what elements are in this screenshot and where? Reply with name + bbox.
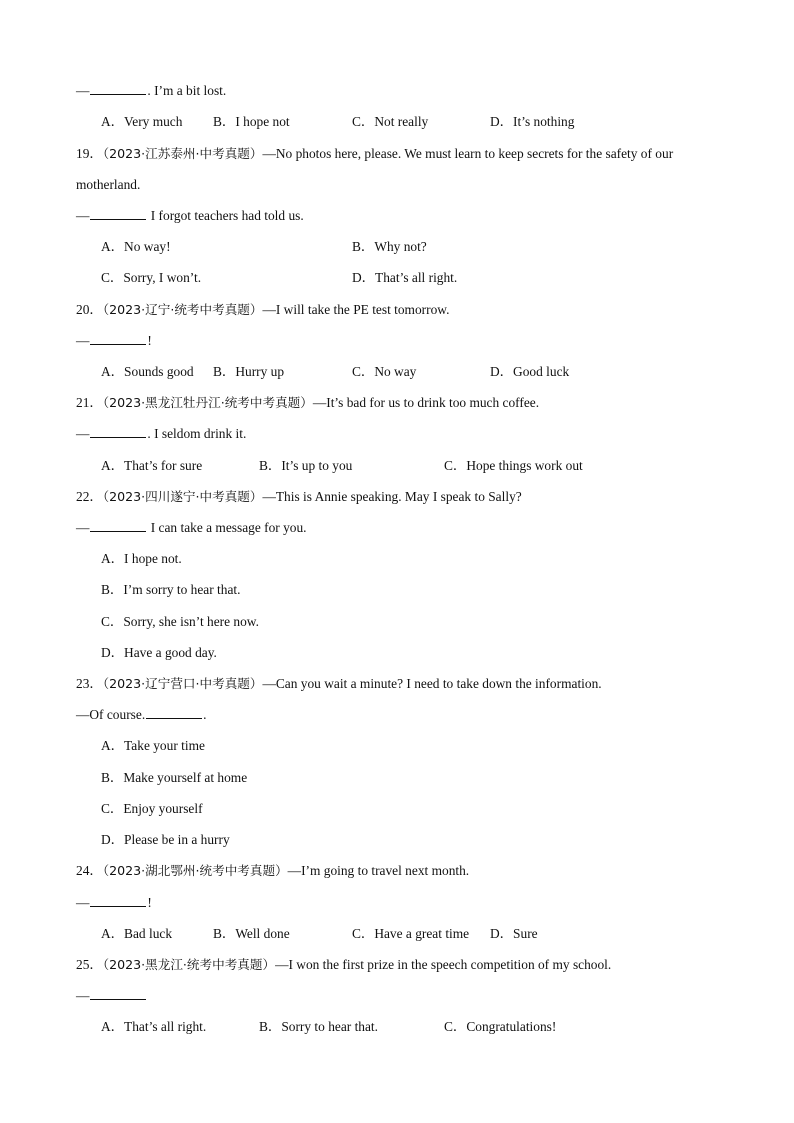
question-prompt: —I’m going to travel next month. (287, 863, 470, 878)
answer-prefix: — (76, 83, 90, 98)
question-prompt: —It’s bad for us to drink too much coffee. (312, 395, 540, 410)
answer-blank (90, 987, 146, 1000)
question-source: （2023·黑龙江牡丹江·统考中考真题） (102, 395, 313, 410)
question-prompt: —I will take the PE test tomorrow. (262, 302, 450, 317)
question-source: （2023·江苏泰州·中考真题） (102, 146, 263, 161)
q24-question (76, 862, 734, 880)
q21-option-c: C．Hope things work out (444, 458, 583, 473)
q25-answer-line (76, 987, 734, 1005)
answer-suffix: . (203, 707, 207, 722)
q19-option-b: B．Why not? (352, 239, 427, 254)
q22-answer-line (76, 519, 734, 537)
answer-blank (90, 894, 146, 907)
q24-answer-line (76, 894, 734, 912)
q25-question (76, 956, 734, 974)
q21-question (76, 394, 734, 412)
q22-option-d: D．Have a good day. (101, 645, 217, 660)
q23-option-a: A．Take your time (101, 738, 205, 753)
q23-question (76, 675, 734, 693)
q23-option-b: B．Make yourself at home (101, 770, 248, 785)
q20-option-d: D．Good luck (490, 364, 570, 379)
q24-option-c: C．Have a great time (352, 926, 470, 941)
answer-suffix: . I seldom drink it. (147, 426, 247, 441)
q21-answer-line (76, 425, 734, 443)
answer-blank (90, 207, 146, 220)
answer-suffix: I forgot teachers had told us. (147, 208, 304, 223)
question-number: 25． (76, 957, 103, 972)
q20-option-a: A．Sounds good (101, 364, 194, 379)
answer-prefix: — (76, 988, 90, 1003)
q24-option-b: B．Well done (213, 926, 290, 941)
answer-suffix: ! (147, 333, 152, 348)
question-source: （2023·辽宁营口·中考真题） (102, 676, 263, 691)
q20-answer-line (76, 332, 734, 350)
question-number: 24． (76, 863, 103, 878)
q20-option-b: B．Hurry up (213, 364, 285, 379)
question-number: 23． (76, 676, 103, 691)
q19-option-a: A．No way! (101, 239, 171, 254)
answer-prefix: —Of course. (76, 707, 146, 722)
q21-option-b: B．It’s up to you (259, 458, 353, 473)
answer-prefix: — (76, 426, 90, 441)
answer-suffix: I can take a message for you. (147, 520, 307, 535)
answer-blank (90, 82, 146, 95)
q19-option-d: D．That’s all right. (352, 270, 458, 285)
question-number: 20． (76, 302, 103, 317)
q25-option-a: A．That’s all right. (101, 1019, 207, 1034)
question-number: 19． (76, 146, 103, 161)
question-number: 22． (76, 489, 103, 504)
question-prompt: —I won the first prize in the speech competition of my school. (275, 957, 612, 972)
answer-prefix: — (76, 895, 90, 910)
q22-question (76, 488, 734, 506)
answer-blank (90, 519, 146, 532)
answer-blank (90, 332, 146, 345)
q23-option-d: D．Please be in a hurry (101, 832, 230, 847)
answer-prefix: — (76, 520, 90, 535)
question-number: 21． (76, 395, 103, 410)
answer-prefix: — (76, 208, 90, 223)
q18-option-a: A．Very much (101, 114, 183, 129)
q18-answer-line (76, 82, 734, 100)
q22-option-b: B．I’m sorry to hear that. (101, 582, 241, 597)
question-prompt: —Can you wait a minute? I need to take down the information. (262, 676, 602, 691)
q20-option-c: C．No way (352, 364, 417, 379)
question-prompt: —This is Annie speaking. May I speak to Sally? (262, 489, 522, 504)
question-source: （2023·湖北鄂州·统考中考真题） (102, 863, 288, 878)
answer-blank (90, 425, 146, 438)
q19-question-cont: motherland. (76, 177, 141, 192)
question-source: （2023·黑龙江·统考中考真题） (102, 957, 276, 972)
answer-blank (146, 706, 202, 719)
q19-question (76, 145, 734, 163)
q25-option-b: B．Sorry to hear that. (259, 1019, 379, 1034)
question-source: （2023·辽宁·统考中考真题） (102, 302, 263, 317)
q25-option-c: C．Congratulations! (444, 1019, 557, 1034)
q20-question (76, 301, 734, 319)
q23-answer-line (76, 706, 734, 724)
question-prompt: —No photos here, please. We must learn to keep secrets for the safety of our (262, 146, 674, 161)
answer-suffix: ! (147, 895, 152, 910)
q18-option-b: B．I hope not (213, 114, 290, 129)
q24-option-a: A．Bad luck (101, 926, 173, 941)
answer-prefix: — (76, 333, 90, 348)
q18-option-d: D．It’s nothing (490, 114, 575, 129)
q24-option-d: D．Sure (490, 926, 538, 941)
q22-option-c: C．Sorry, she isn’t here now. (101, 614, 259, 629)
q22-option-a: A．I hope not. (101, 551, 182, 566)
q23-option-c: C．Enjoy yourself (101, 801, 203, 816)
q19-option-c: C．Sorry, I won’t. (101, 270, 202, 285)
q21-option-a: A．That’s for sure (101, 458, 203, 473)
answer-suffix: . I’m a bit lost. (147, 83, 227, 98)
q19-answer-line (76, 207, 734, 225)
q18-option-c: C．Not really (352, 114, 429, 129)
question-source: （2023·四川遂宁·中考真题） (102, 489, 263, 504)
